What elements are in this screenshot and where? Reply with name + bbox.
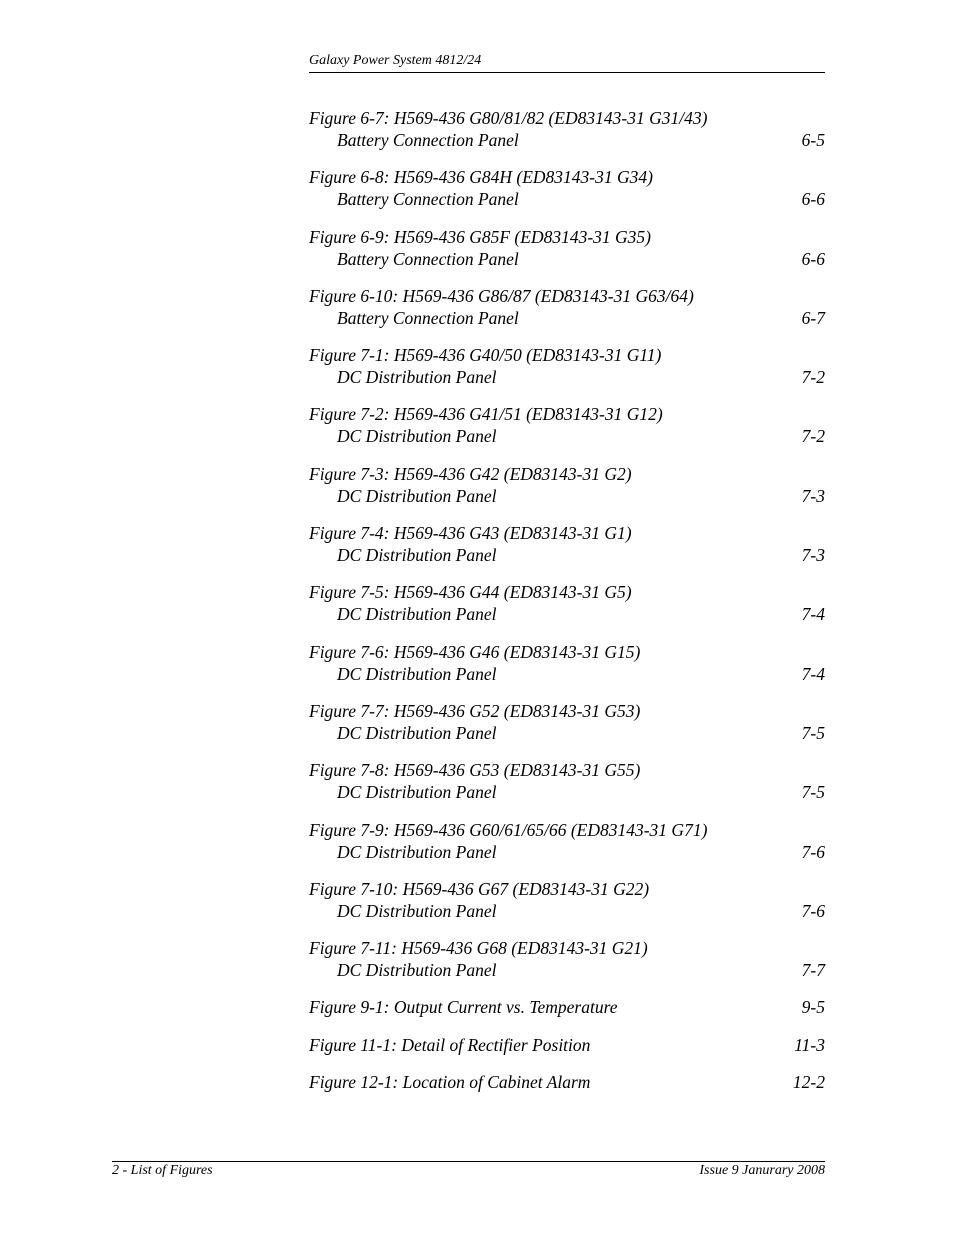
figure-entry	[309, 700, 825, 759]
figure-subcaption: DC Distribution Panel	[337, 722, 497, 743]
list-of-figures	[309, 107, 825, 1109]
figure-caption: Figure 7-4: H569-436 G43 (ED83143-31 G1)	[309, 523, 632, 544]
figure-page-number: 7-2	[801, 426, 825, 447]
figure-entry	[309, 878, 825, 937]
figure-subcaption: DC Distribution Panel	[337, 663, 497, 684]
figure-page-number: 7-3	[801, 545, 825, 566]
figure-page-number: 7-2	[801, 367, 825, 388]
figure-page-number: 6-6	[801, 248, 825, 269]
figure-caption: Figure 6-9: H569-436 G85F (ED83143-31 G35)	[309, 226, 652, 247]
figure-entry	[309, 463, 825, 522]
figure-caption: Figure 7-11: H569-436 G68 (ED83143-31 G21)	[309, 938, 648, 959]
figure-page-number: 7-5	[801, 782, 825, 803]
figure-page-number: 7-4	[801, 663, 825, 684]
figure-page-number: 7-6	[801, 841, 825, 862]
figure-subcaption: Battery Connection Panel	[337, 307, 519, 328]
figure-page-number: 7-4	[801, 604, 825, 625]
figure-caption: Figure 11-1: Detail of Rectifier Position	[309, 1034, 591, 1055]
footer-section: 2 - List of Figures	[112, 1163, 213, 1178]
figure-page-number: 12-2	[792, 1072, 825, 1093]
figure-caption: Figure 7-9: H569-436 G60/61/65/66 (ED83143-31 G71)	[309, 819, 708, 840]
figure-caption: Figure 9-1: Output Current vs. Temperature	[309, 997, 618, 1018]
figure-page-number: 6-6	[801, 189, 825, 210]
figure-page-number: 6-7	[801, 307, 825, 328]
figure-entry	[309, 937, 825, 996]
figure-entry	[309, 344, 825, 403]
figure-entry	[309, 226, 825, 285]
figure-entry	[309, 522, 825, 581]
figure-subcaption: DC Distribution Panel	[337, 485, 497, 506]
figure-entry	[309, 581, 825, 640]
figure-page-number: 7-6	[801, 900, 825, 921]
figure-subcaption: DC Distribution Panel	[337, 545, 497, 566]
footer-issue: Issue 9 Janurary 2008	[699, 1163, 825, 1178]
figure-subcaption: DC Distribution Panel	[337, 426, 497, 447]
figure-caption: Figure 6-7: H569-436 G80/81/82 (ED83143-31 G31/43)	[309, 108, 708, 128]
figure-subcaption: DC Distribution Panel	[337, 367, 497, 388]
figure-caption: Figure 7-1: H569-436 G40/50 (ED83143-31 G11)	[309, 345, 662, 366]
figure-page-number: 11-3	[794, 1034, 825, 1055]
figure-entry	[309, 166, 825, 225]
figure-caption: Figure 7-7: H569-436 G52 (ED83143-31 G53)	[309, 700, 641, 721]
figure-entry	[309, 403, 825, 462]
header-rule	[309, 72, 825, 73]
figure-page-number: 7-5	[801, 722, 825, 743]
figure-caption: Figure 7-5: H569-436 G44 (ED83143-31 G5)	[309, 582, 632, 603]
figure-caption: Figure 7-3: H569-436 G42 (ED83143-31 G2)	[309, 463, 632, 484]
figure-entry	[309, 819, 825, 878]
figure-subcaption: DC Distribution Panel	[337, 900, 497, 921]
figure-caption: Figure 7-2: H569-436 G41/51 (ED83143-31 G12)	[309, 404, 663, 425]
figure-entry	[309, 1071, 825, 1109]
figure-subcaption: DC Distribution Panel	[337, 604, 497, 625]
figure-subcaption: DC Distribution Panel	[337, 841, 497, 862]
figure-entry	[309, 1034, 825, 1072]
figure-caption: Figure 6-10: H569-436 G86/87 (ED83143-31 G63/64)	[309, 285, 694, 306]
figure-entry	[309, 285, 825, 344]
figure-subcaption: DC Distribution Panel	[337, 960, 497, 981]
figure-subcaption: Battery Connection Panel	[337, 248, 519, 269]
figure-caption: Figure 12-1: Location of Cabinet Alarm	[309, 1072, 591, 1093]
figure-caption: Figure 7-6: H569-436 G46 (ED83143-31 G15)	[309, 641, 641, 662]
figure-subcaption: Battery Connection Panel	[337, 130, 519, 150]
figure-subcaption: DC Distribution Panel	[337, 782, 497, 803]
figure-page-number: 6-5	[801, 130, 825, 150]
figure-entry	[309, 996, 825, 1034]
figure-page-number: 7-3	[801, 485, 825, 506]
figure-page-number: 9-5	[801, 997, 825, 1018]
figure-caption: Figure 7-10: H569-436 G67 (ED83143-31 G22)	[309, 878, 650, 899]
figure-subcaption: Battery Connection Panel	[337, 189, 519, 210]
running-header: Galaxy Power System 4812/24	[309, 53, 482, 68]
figure-entry	[309, 759, 825, 818]
figure-caption: Figure 6-8: H569-436 G84H (ED83143-31 G34)	[309, 167, 653, 188]
figure-entry	[309, 641, 825, 700]
figure-caption: Figure 7-8: H569-436 G53 (ED83143-31 G55)	[309, 760, 641, 781]
figure-page-number: 7-7	[801, 960, 825, 981]
figure-entry	[309, 107, 825, 166]
